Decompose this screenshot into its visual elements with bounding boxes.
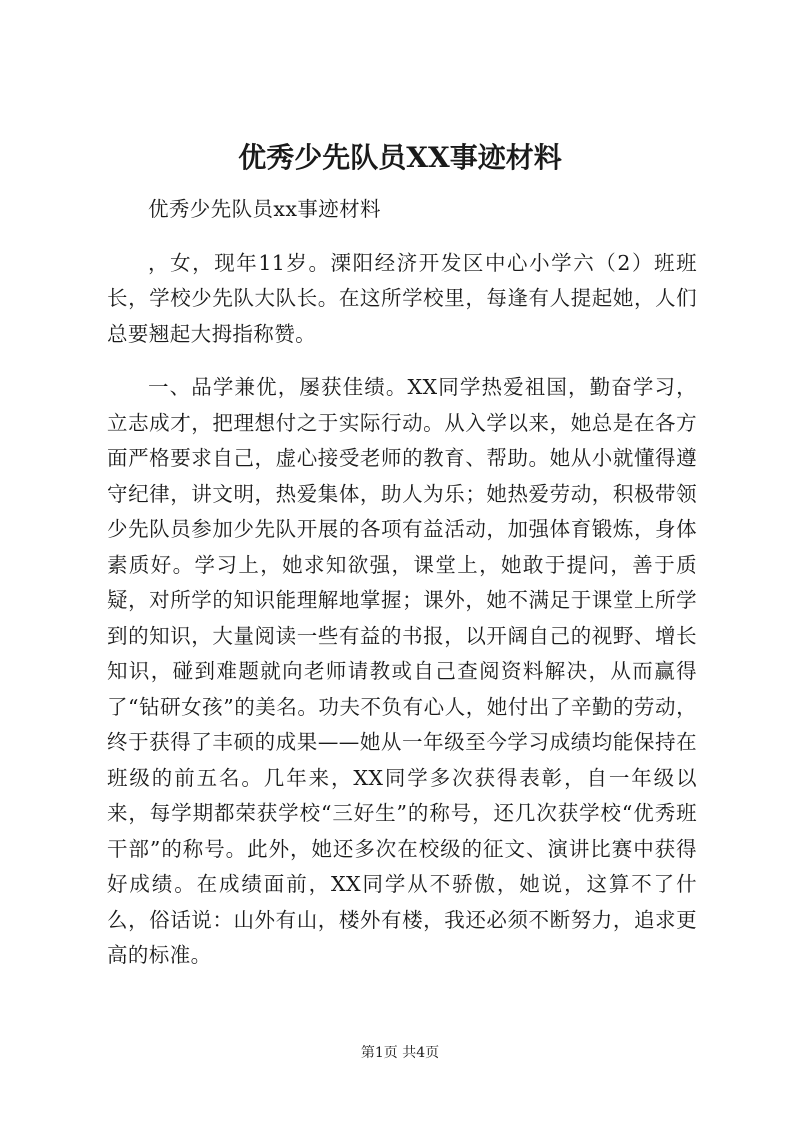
paragraph-subtitle: 优秀少先队员xx事迹材料: [148, 197, 381, 221]
paragraph-intro: ，女，现年11岁。溧阳经济开发区中心小学六（2）班班长，学校少先队大队长。在这所学校里，每逢有人提起她，人们总要翘起大拇指称赞。: [107, 250, 697, 346]
document-body: [107, 192, 697, 974]
document-title: 优秀少先队员XX事迹材料: [238, 141, 562, 174]
paragraph-section-one: 一、品学兼优，屡获佳绩。XX同学热爱祖国，勤奋学习，立志成才，把理想付之于实际行动。从入学以来，她总是在各方面严格要求自己，虚心接受老师的教育、帮助。她从小就懂得遵守纪律，讲文明，热爱集体，助人为乐；她热爱劳动，积极带领少先队员参加少先队开展的各项有益活动，加强体育锻炼，身体素质好。学习上，她求知欲强，课堂上，她敢于提问，善于质疑，对所学的知识能理解地掌握；课外，她不满足于课堂上所学到的知识，大量阅读一些有益的书报，以开阔自己的视野、增长知识，碰到难题就向老师请教或自己查阅资料解决，从而赢得了“钻研女孩”的美名。功夫不负有心人，她付出了辛勤的劳动，终于获得了丰硕的成果——她从一年级至今学习成绩均能保持在班级的前五名。几年来，XX同学多次获得表彰，自一年级以来，每学期都荣获学校“三好生”的称号，还几次获学校“优秀班干部”的称号。此外，她还多次在校级的征文、演讲比赛中获得好成绩。在成绩面前，XX同学从不骄傲，她说，这算不了什么，俗话说：山外有山，楼外有楼，我还必须不断努力，追求更高的标准。: [107, 375, 697, 967]
page-footer: 第1页 共4页: [360, 1045, 440, 1061]
